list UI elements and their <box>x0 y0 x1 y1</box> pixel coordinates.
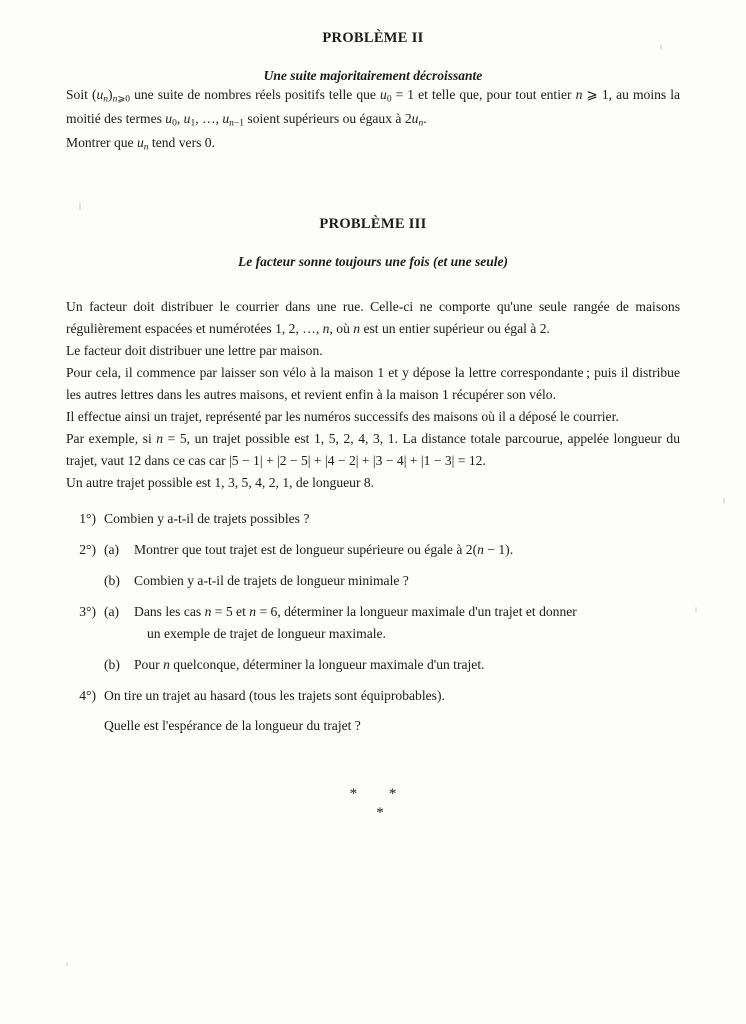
section-end-ornament <box>66 785 680 823</box>
question-number: 2°) <box>79 542 96 558</box>
question-subitem <box>104 654 680 676</box>
problem-3-paragraph-6: Un autre trajet possible est 1, 3, 5, 4, 2, 1, de longueur 8. <box>66 475 375 491</box>
problem-2-subtitle: Une suite majoritairement décroissante <box>263 68 483 83</box>
document-content <box>66 30 680 823</box>
problem-2-question: Montrer que $u_n$ tend vers 0. <box>66 135 215 153</box>
scan-speck <box>723 497 725 504</box>
problem-2-title: PROBLÈME II <box>322 30 424 46</box>
problem-3-final-line: Quelle est l'espérance de la longueur du trajet ? <box>104 718 361 734</box>
problem-3-paragraph-4: Il effectue ainsi un trajet, représenté par les numéros successifs des maisons où il a déposé le courrier. <box>66 409 619 425</box>
question-subitem <box>104 601 680 645</box>
subitem-text: Combien y a-t-il de trajets de longueur minimale ? <box>134 573 409 589</box>
question-text: On tire un trajet au hasard (tous les trajets sont équiprobables). <box>104 688 445 704</box>
question-number: 4°) <box>79 688 96 704</box>
problem-3-paragraph-2: Le facteur doit distribuer une lettre par maison. <box>66 343 323 359</box>
question-item-3 <box>66 601 680 676</box>
question-subitem <box>104 570 680 592</box>
problem-3-paragraph-5: Par exemple, si n = 5, un trajet possible est 1, 5, 2, 4, 3, 1. La distance totale parcourue, appelée longueur du trajet, vaut 12 dans ce cas car |5 − 1| + |2 − 5| + |4 − 2| + |3 − 4| + |1 − 3| = 12. <box>66 431 681 469</box>
subitem-text: Pour n quelconque, déterminer la longueur maximale d'un trajet. <box>134 657 485 673</box>
question-sublist <box>104 539 680 592</box>
question-text: Combien y a-t-il de trajets possibles ? <box>104 511 310 527</box>
question-item-4 <box>66 685 680 707</box>
scan-speck <box>66 962 68 967</box>
question-item-1 <box>66 508 680 530</box>
question-sublist <box>104 601 680 676</box>
scan-speck <box>79 202 81 211</box>
scan-speck <box>695 607 697 613</box>
subitem-text: Dans les cas n = 5 et n = 6, déterminer la longueur maximale d'un trajet et donner un exemple de trajet de longueur maximale. <box>134 604 577 642</box>
problem-3-paragraph-1: Un facteur doit distribuer le courrier dans une rue. Celle-ci ne comporte qu'une seule rangée de maisons régulièrement espacées et numérotées 1, 2, …, n, où n est un entier supérieur ou égal à 2. <box>66 299 680 337</box>
question-subitem <box>104 539 680 561</box>
scan-speck <box>660 44 662 50</box>
problem-2-statement: Soit $(u_n)_{n⩾0}$ une suite de nombres réels positifs telle que $u_0 = 1$ et telle que, pour tout entier n ⩾ 1, au moins la moitié des termes $u_0$, $u_1$, …, $u_{n-1}$ soient supérieurs ou égaux à $2u_n$. <box>66 87 681 129</box>
subitem-text: Montrer que tout trajet est de longueur supérieure ou égale à 2(n − 1). <box>134 542 514 558</box>
question-number: 1°) <box>79 511 96 527</box>
question-number: 3°) <box>79 604 96 620</box>
subitem-label: (b) <box>104 657 120 673</box>
problem-3-subtitle: Le facteur sonne toujours une fois (et une seule) <box>237 254 508 270</box>
problem-3-title: PROBLÈME III <box>319 216 427 233</box>
question-item-2 <box>66 539 680 592</box>
ornament-row-2: * <box>376 805 384 822</box>
subitem-label: (b) <box>104 573 120 589</box>
problem-3-question-list <box>66 508 680 707</box>
subitem-label: (a) <box>104 542 120 558</box>
subitem-label: (a) <box>104 604 120 620</box>
ornament-row-1: * * <box>349 786 411 803</box>
problem-3-paragraph-3: Pour cela, il commence par laisser son vélo à la maison 1 et y dépose la lettre correspondante ; puis il distribue les autres lettres dans les autres maisons, et revient enfin à la maison 1 récupérer son vélo. <box>66 365 680 403</box>
